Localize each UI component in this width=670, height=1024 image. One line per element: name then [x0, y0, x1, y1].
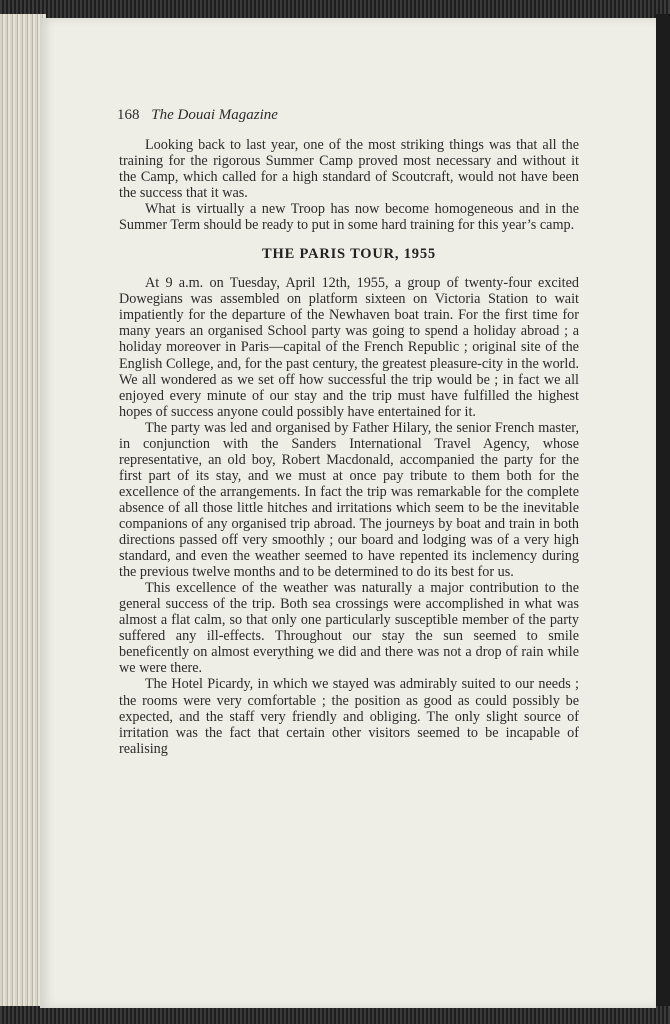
running-head [117, 105, 579, 125]
intro-paragraph: Looking back to last year, one of the most striking things was that all the training for the rigorous Summer Camp proved most necessary and without it the Camp, which called for a high standard of Scoutcraft, would not have been the success that it was. [119, 137, 579, 202]
article-paragraph: At 9 a.m. on Tuesday, April 12th, 1955, a group of twenty-four excited Dowegians was assembled on platform sixteen on Victoria Station to wait impatiently for the departure of the Newhaven boat train. For the first time for many years an organised School party was going to spend a holiday abroad ; a holiday moreover in Paris—capital of the French Republic ; original site of the English College, and, for the past century, the greatest pleasure-city in the world. We all wondered as we set off how successful the trip would be ; in fact we all enjoyed every minute of our stay and the trip must have fulfilled the highest hopes of success anyone could possibly have entertained for it. [119, 275, 579, 420]
page-text [119, 105, 579, 757]
article-title: THE PARIS TOUR, 1955 [262, 246, 436, 263]
scan-border-bottom [0, 1006, 670, 1024]
scan-border-right [655, 14, 670, 1010]
page-number: 168 [117, 107, 140, 123]
article-paragraph: The party was led and organised by Father Hilary, the senior French master, in conjunction with the Sanders International Travel Agency, whose representative, an old boy, Robert Macdonald, accompanied the party for the first part of its stay, and we must at once pay tribute to them both for the excellence of the arrangements. In fact the trip was remarkable for the complete absence of all those little hitches and irritations which seem to be the inevitable companions of any organised trip abroad. The journeys by boat and train in both directions passed off very smoothly ; our board and lodging was of a very high standard, and even the weather seemed to have repented its inclemency during the previous twelve months and to be determined to do its best for us. [119, 419, 579, 581]
article-paragraph: The Hotel Picardy, in which we stayed was admirably suited to our needs ; the rooms were very comfortable ; the position as good as could possibly be expected, and the staff very friendly and obliging. The only slight source of irritation was the fact that certain other visitors seemed to be incapable of realising [119, 676, 579, 757]
intro-paragraph: What is virtually a new Troop has now become homogeneous and in the Summer Term should be ready to put in some hard training for this year’s camp. [119, 201, 579, 234]
scan-border-top [0, 0, 670, 18]
magazine-title: The Douai Magazine [151, 107, 278, 123]
article-paragraph: This excellence of the weather was naturally a major contribution to the general success of the trip. Both sea crossings were accomplished in what was almost a flat calm, so that only one particularly susceptible member of the party suffered any ill-effects. Throughout our stay the sun seemed to smile beneficently on almost everything we did and there was not a drop of rain while we were there. [119, 580, 579, 677]
